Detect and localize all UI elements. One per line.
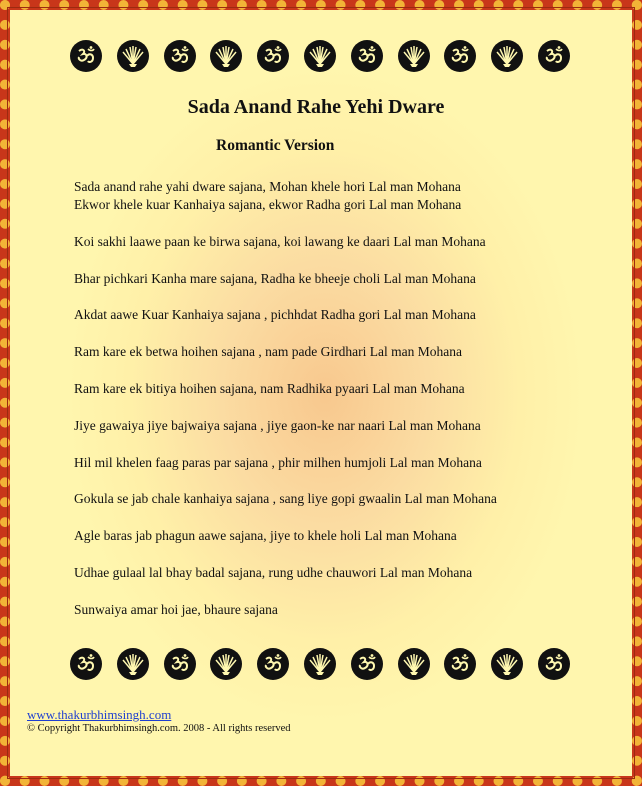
verse	[74, 490, 614, 508]
verse	[74, 380, 614, 398]
verse	[74, 343, 614, 361]
om-icon	[164, 648, 196, 680]
om-icon	[351, 648, 383, 680]
shell-icon	[398, 40, 430, 72]
symbol-row-top	[70, 40, 570, 72]
om-icon	[257, 648, 289, 680]
lyric-line: Akdat aawe Kuar Kanhaiya sajana , pichhdat Radha gori Lal man Mohana	[74, 307, 476, 323]
lyric-line: Koi sakhi laawe paan ke birwa sajana, koi lawang ke daari Lal man Mohana	[74, 233, 486, 249]
lyric-line: Ram kare ek betwa hoihen sajana , nam pade Girdhari Lal man Mohana	[74, 344, 462, 360]
verse	[74, 417, 614, 435]
om-icon	[538, 40, 570, 72]
verse	[74, 601, 614, 619]
website-link[interactable]: www.thakurbhimsingh.com	[27, 707, 172, 722]
om-icon	[70, 40, 102, 72]
om-icon	[70, 648, 102, 680]
om-icon	[164, 40, 196, 72]
verse	[74, 306, 614, 324]
shell-icon	[117, 648, 149, 680]
copyright-text: © Copyright Thakurbhimsingh.com. 2008 - All rights reserved	[27, 723, 291, 734]
lyric-line: Hil mil khelen faag paras par sajana , phir milhen humjoli Lal man Mohana	[74, 454, 482, 470]
lyric-line: Sunwaiya amar hoi jae, bhaure sajana	[74, 601, 278, 617]
om-icon	[444, 40, 476, 72]
lyric-line: Bhar pichkari Kanha mare sajana, Radha ke bheeje choli Lal man Mohana	[74, 270, 476, 286]
verse	[74, 527, 614, 545]
shell-icon	[398, 648, 430, 680]
om-icon	[538, 648, 570, 680]
symbol-row-bottom	[70, 648, 570, 680]
shell-icon	[210, 40, 242, 72]
shell-icon	[491, 648, 523, 680]
shell-icon	[304, 648, 336, 680]
page-title: Sada Anand Rahe Yehi Dware	[187, 96, 445, 118]
om-icon	[351, 40, 383, 72]
om-icon	[444, 648, 476, 680]
lyric-line: Agle baras jab phagun aawe sajana, jiye to khele holi Lal man Mohana	[74, 528, 457, 544]
shell-icon	[304, 40, 336, 72]
verse	[74, 233, 614, 251]
lyrics	[74, 178, 614, 638]
shell-icon	[491, 40, 523, 72]
verse	[74, 564, 614, 582]
lyric-line: Udhae gulaal lal bhay badal sajana, rung udhe chauwori Lal man Mohana	[74, 564, 473, 580]
verse	[74, 178, 614, 214]
om-icon	[257, 40, 289, 72]
verse	[74, 454, 614, 472]
shell-icon	[117, 40, 149, 72]
lyric-line: Jiye gawaiya jiye bajwaiya sajana , jiye gaon-ke nar naari Lal man Mohana	[74, 417, 481, 433]
lyric-line: Ram kare ek bitiya hoihen sajana, nam Radhika pyaari Lal man Mohana	[74, 380, 465, 396]
lyric-line: Gokula se jab chale kanhaiya sajana , sang liye gopi gwaalin Lal man Mohana	[74, 491, 497, 507]
page-subtitle: Romantic Version	[216, 137, 335, 154]
lyric-line: Sada anand rahe yahi dware sajana, Mohan khele hori Lal man Mohana	[74, 179, 461, 194]
verse	[74, 270, 614, 288]
shell-icon	[210, 648, 242, 680]
lyric-line: Ekwor khele kuar Kanhaiya sajana, ekwor Radha gori Lal man Mohana	[74, 197, 462, 212]
